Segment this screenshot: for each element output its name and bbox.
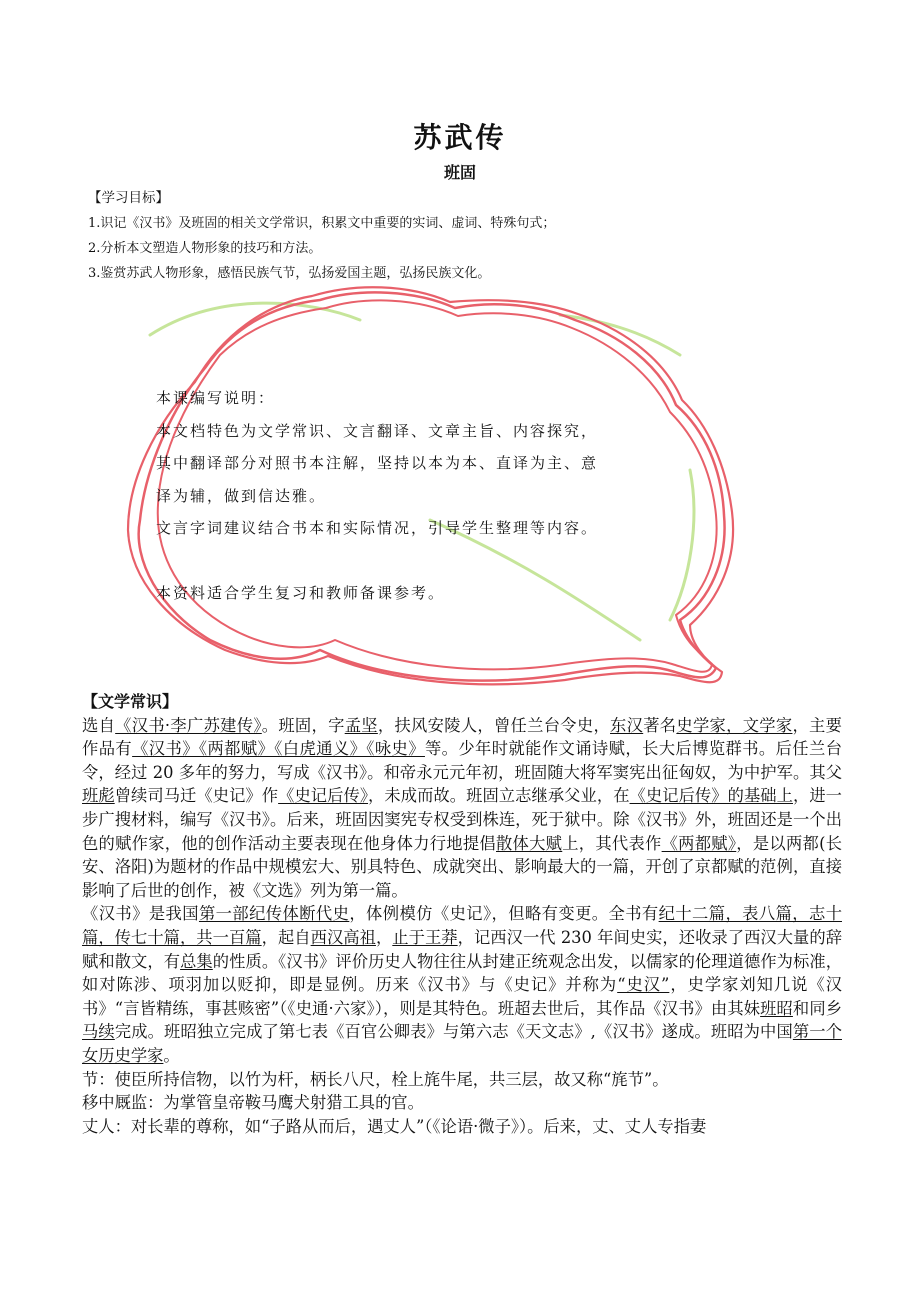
- goal-item: 3.鉴赏苏武人物形象，感悟民族气节，弘扬爱国主题，弘扬民族文化。: [88, 266, 491, 281]
- section-heading: 【文学常识】: [82, 692, 179, 711]
- bubble-accent-stroke: [560, 315, 680, 355]
- note-line: 本文档特色为文学常识、文言翻译、文章主旨、内容探究，: [156, 421, 599, 440]
- bubble-accent-stroke: [150, 303, 360, 335]
- paragraph-han-shu: 《汉书》是我国第一部纪传体断代史，体例模仿《史记》，但略有变更。全书有纪十二篇，表八篇，志十篇，传七十篇，共一百篇，起自西汉高祖，止于王莽，记西汉一代 230 年间史实，还收录了西汉大量的辞赋和散文，有总集的性质。《汉书》评价历史人物往往从封建正统观念出发，以儒家的伦理道德作为标准，如对陈涉、项羽加以贬抑，即是显例。历来《汉书》与《史记》并称为“史汉”，史学家刘知几说《汉书》“言皆精练，事甚赅密”（《史通·六家》），则是其特色。班超去世后，其作品《汉书》由其妹班昭和同乡马续完成。班昭独立完成了第七表《百官公卿表》与第六志《天文志》,《汉书》遂成。班昭为中国第一个女历史学家。: [82, 904, 842, 1065]
- note-line: 译为辅，做到信达雅。: [156, 486, 327, 505]
- learning-goals: [88, 186, 848, 286]
- page-title: 苏武传: [413, 121, 507, 154]
- goal-item: 1.识记《汉书》及班固的相关文学常识，积累文中重要的实词、虚词、特殊句式；: [88, 216, 556, 231]
- author-name: 班固: [443, 163, 476, 182]
- goal-item: 2.分析本文塑造人物形象的技巧和方法。: [88, 241, 322, 256]
- paragraph-zhang-ren: 丈人：对长辈的尊称，如“子路从而后，遇丈人”（《论语·微子》）。后来，丈、丈人专指妻: [82, 1116, 707, 1136]
- note-line: 其中翻译部分对照书本注解，坚持以本为本、直译为主、意: [156, 454, 599, 472]
- paragraph-ban-gu: 选自《汉书·李广苏建传》。班固，字孟坚，扶风安陵人，曾任兰台令史，东汉著名史学家，文学家，主要作品有《汉书》《两都赋》《白虎通义》《咏史》等。少年时就能作文诵诗赋，长大后博览群书。后任兰台令，经过 20 多年的努力，写成《汉书》。和帝永元元年初，班固随大将军窦宪出征匈奴，为中护军。其父班彪曾续司马迁《史记》作《史记后传》，未成而故。班固立志继承父业，在《史记后传》的基础上，进一步广搜材料，编写《汉书》。后来，班固因窦宪专权受到株连，死于狱中。除《汉书》外，班固还是一个出色的赋作家，他的创作活动主要表现在他身体力行地提倡散体大赋上，其代表作《两都赋》，是以两都(长安、洛阳)为题材的作品中规模宏大、别具特色、成就突出、影响最大的一篇，开创了京都赋的范例，直接影响了后世的创作，被《文选》列为第一篇。: [82, 715, 842, 900]
- paragraph-yi-zhong-jiu-jian: 移中厩监：为掌管皇帝鞍马鹰犬射猎工具的官。: [82, 1093, 424, 1113]
- paragraph-jie: 节：使臣所持信物，以竹为杆，柄长八尺，栓上旄牛尾，共三层，故又称“旄节”。: [82, 1069, 669, 1089]
- lesson-note: [156, 382, 656, 609]
- bubble-accent-stroke: [670, 470, 694, 620]
- note-line: 本资料适合学生复习和教师备课参考。: [156, 583, 446, 602]
- goals-heading: 【学习目标】: [88, 190, 169, 206]
- note-line: 本课编写说明：: [156, 389, 276, 407]
- note-line: 文言字词建议结合书本和实际情况，引导学生整理等内容。: [156, 519, 599, 537]
- literary-knowledge-section: [82, 690, 842, 1138]
